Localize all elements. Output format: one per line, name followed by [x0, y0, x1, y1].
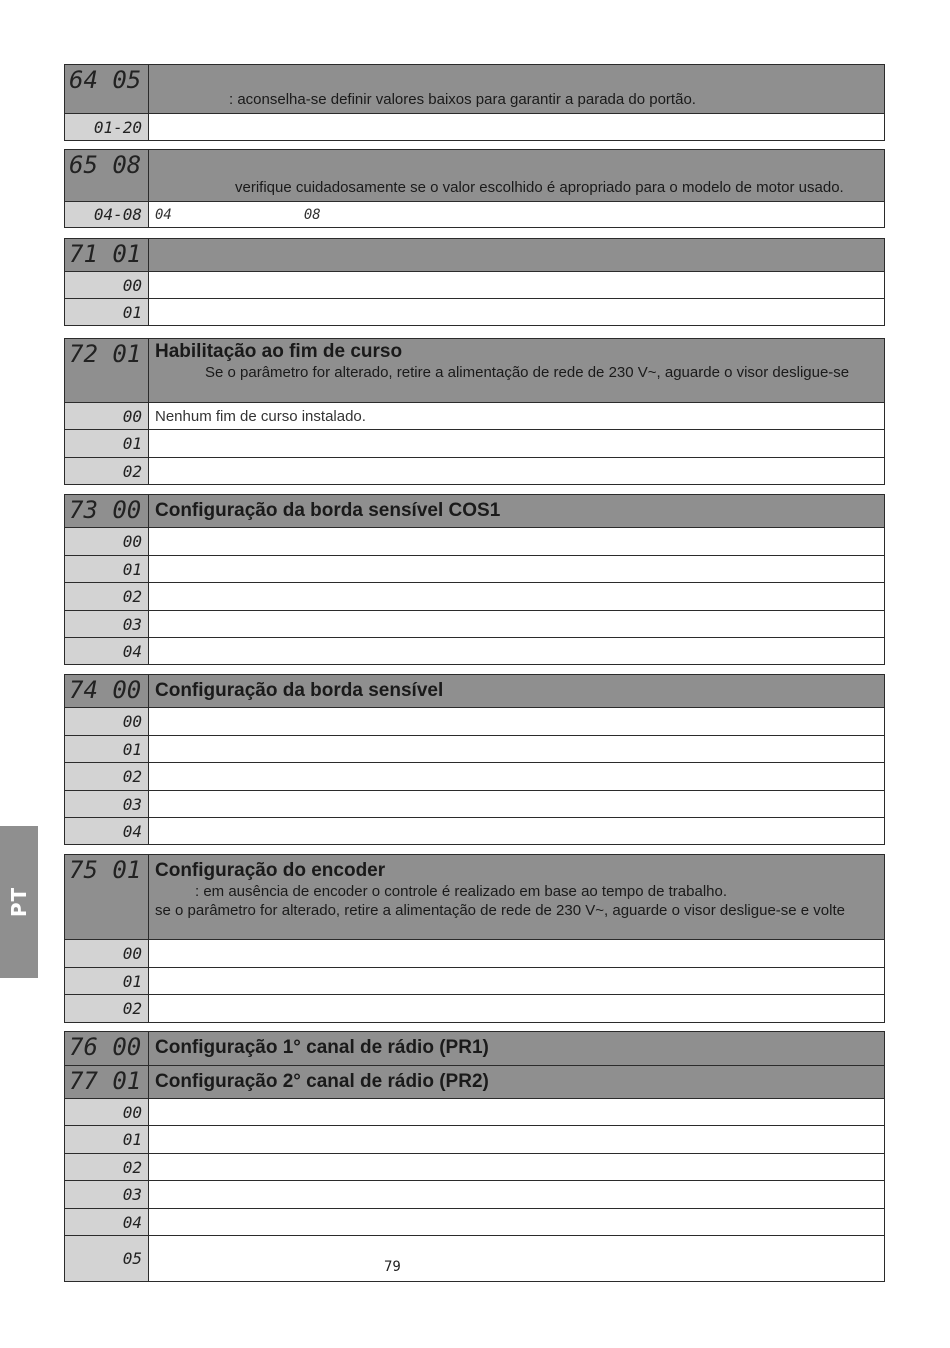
language-tab-label: PT — [7, 886, 31, 918]
value-desc — [149, 968, 884, 994]
table-row — [65, 994, 884, 1022]
param-note: verifique cuidadosamente se o valor escolhido é apropriado para o modelo de motor usado. — [235, 179, 844, 196]
param-header-72 — [65, 339, 884, 402]
language-tab — [0, 826, 38, 978]
value-code: 03 — [65, 611, 149, 637]
param-table-71 — [64, 238, 885, 326]
table-row — [65, 967, 884, 994]
value-desc — [149, 1181, 884, 1208]
table-row — [65, 555, 884, 582]
value-code: 02 — [65, 1154, 149, 1180]
value-code: 01 — [65, 430, 149, 457]
param-note: Se o parâmetro for alterado, retire a alimentação de rede de 230 V~, aguarde o visor desligue-se — [205, 364, 850, 381]
value-code: 01 — [65, 968, 149, 994]
param-title — [149, 239, 884, 271]
value-code: 01 — [65, 736, 149, 762]
table-row — [65, 790, 884, 817]
value-desc — [149, 1236, 884, 1281]
value-code: 04 — [65, 638, 149, 664]
value-desc — [149, 1099, 884, 1125]
range-min: 04 — [155, 206, 172, 223]
value-desc — [149, 611, 884, 637]
param-code: 73 00 — [65, 495, 149, 527]
value-desc — [149, 1126, 884, 1153]
param-code: 75 01 — [65, 855, 149, 939]
param-header-65 — [65, 150, 884, 201]
value-code: 02 — [65, 763, 149, 790]
value-code: 00 — [65, 940, 149, 967]
param-table-64 — [64, 64, 885, 141]
table-row — [65, 735, 884, 762]
value-desc — [149, 1209, 884, 1235]
param-table-76-77 — [64, 1031, 885, 1282]
value-desc — [149, 995, 884, 1022]
param-header-64 — [65, 65, 884, 113]
param-note-2: se o parâmetro for alterado, retire a alimentação de rede de 230 V~, aguarde o visor desligue-se e volte — [155, 902, 845, 919]
param-header-75 — [65, 855, 884, 939]
table-row — [65, 201, 884, 227]
value-code: 05 — [65, 1236, 149, 1281]
table-row — [65, 1235, 884, 1281]
value-code: 00 — [65, 708, 149, 735]
value-desc — [149, 202, 884, 227]
table-row — [65, 1125, 884, 1153]
value-desc — [149, 430, 884, 457]
value-desc — [149, 583, 884, 610]
param-title: Configuração do encoder — [155, 860, 386, 881]
param-header-74 — [65, 675, 884, 707]
param-title: Habilitação ao fim de curso — [155, 341, 403, 362]
value-desc — [149, 940, 884, 967]
param-title: Configuração 2° canal de rádio (PR2) — [155, 1071, 489, 1092]
table-row — [65, 402, 884, 429]
value-desc — [149, 272, 884, 298]
param-note: : aconselha-se definir valores baixos para garantir a parada do portão. — [229, 91, 696, 108]
value-code: 03 — [65, 1181, 149, 1208]
value-code: 01-20 — [65, 114, 149, 140]
table-row — [65, 457, 884, 484]
param-title: Configuração da borda sensível — [155, 680, 444, 701]
table-row — [65, 298, 884, 325]
param-header-71 — [65, 239, 884, 271]
table-row — [65, 429, 884, 457]
param-note: : em ausência de encoder o controle é realizado em base ao tempo de trabalho. — [195, 883, 728, 900]
param-table-73 — [64, 494, 885, 665]
value-desc — [149, 528, 884, 555]
param-code: 76 00 — [65, 1032, 149, 1065]
table-row — [65, 939, 884, 967]
value-desc — [149, 556, 884, 582]
value-code: 00 — [65, 1099, 149, 1125]
page-number: 79 — [384, 1259, 401, 1275]
table-row — [65, 637, 884, 664]
param-table-72 — [64, 338, 885, 485]
table-row — [65, 1153, 884, 1180]
value-desc — [149, 299, 884, 325]
value-desc — [149, 763, 884, 790]
value-code: 04 — [65, 818, 149, 844]
param-header-73 — [65, 495, 884, 527]
param-title: Configuração da borda sensível COS1 — [155, 500, 501, 521]
param-title: Configuração 1° canal de rádio (PR1) — [155, 1037, 489, 1058]
value-desc — [149, 708, 884, 735]
table-row — [65, 707, 884, 735]
table-row — [65, 113, 884, 140]
param-table-75 — [64, 854, 885, 1023]
value-code: 04-08 — [65, 202, 149, 227]
value-desc — [149, 736, 884, 762]
value-code: 02 — [65, 458, 149, 484]
value-code: 04 — [65, 1209, 149, 1235]
value-desc — [149, 638, 884, 664]
param-code: 64 05 — [65, 65, 149, 113]
table-row — [65, 527, 884, 555]
table-row — [65, 762, 884, 790]
value-desc — [149, 818, 884, 844]
table-row — [65, 1208, 884, 1235]
table-row — [65, 817, 884, 844]
value-code: 03 — [65, 791, 149, 817]
param-header-77 — [65, 1065, 884, 1098]
range-max: 08 — [303, 206, 321, 223]
value-desc — [149, 458, 884, 484]
value-desc — [149, 114, 884, 140]
value-code: 00 — [65, 528, 149, 555]
table-row — [65, 271, 884, 298]
param-code: 71 01 — [65, 239, 149, 271]
param-code: 74 00 — [65, 675, 149, 707]
value-code: 01 — [65, 299, 149, 325]
value-code: 02 — [65, 995, 149, 1022]
value-code: 02 — [65, 583, 149, 610]
value-code: 00 — [65, 403, 149, 429]
table-row — [65, 1180, 884, 1208]
param-table-65 — [64, 149, 885, 228]
param-code: 77 01 — [65, 1066, 149, 1098]
table-row — [65, 610, 884, 637]
param-code: 65 08 — [65, 150, 149, 201]
value-code: 01 — [65, 556, 149, 582]
param-table-74 — [64, 674, 885, 845]
table-row — [65, 1098, 884, 1125]
value-desc — [149, 1154, 884, 1180]
value-code: 01 — [65, 1126, 149, 1153]
param-code: 72 01 — [65, 339, 149, 402]
value-desc: Nenhum fim de curso instalado. — [155, 407, 366, 425]
param-header-76 — [65, 1032, 884, 1065]
table-row — [65, 582, 884, 610]
value-code: 00 — [65, 272, 149, 298]
value-desc — [149, 791, 884, 817]
